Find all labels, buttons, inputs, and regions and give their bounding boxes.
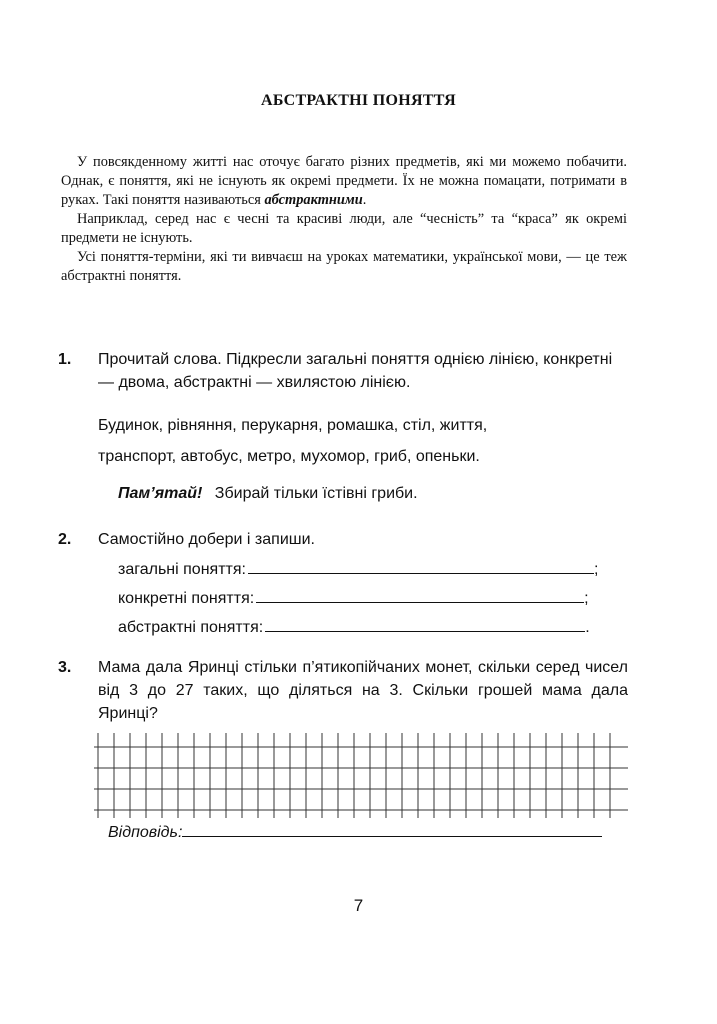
concrete-concepts-row [118,588,589,608]
intro-paragraph-2: Наприклад, серед нас є чесні та красиві люди, але “чесність” та “краса” як окремі предмети не існують. [61,211,627,246]
answer-label: Відповідь: [108,824,183,841]
remember-note [118,485,418,503]
remember-text: Збирай тільки їстівні гриби. [214,485,418,502]
intro-paragraph-3: Усі поняття-терміни, які ти вивчаєш на уроках математики, української мови, — це теж абстрактні поняття. [61,249,627,284]
general-concepts-answer-line[interactable] [248,559,594,574]
task-1 [58,348,628,472]
concrete-concepts-end: ; [584,590,589,607]
abstract-concepts-label: абстрактні поняття: [118,619,264,636]
intro-term-abstract: абстрактними [264,192,363,208]
task-2 [58,528,628,551]
task-1-number: 1. [58,351,72,368]
squared-work-grid[interactable] [94,733,628,818]
page-number: 7 [353,896,364,915]
abstract-concepts-row [118,617,590,637]
intro-paragraph-1 [61,153,627,210]
page-title: АБСТРАКТНІ ПОНЯТТЯ [260,92,457,109]
task-1-words-line-2: транспорт, автобус, метро, мухомор, гриб, опеньки. [98,448,480,465]
general-concepts-end: ; [593,561,599,578]
task-2-number: 2. [58,531,72,548]
task-2-instruction: Самостійно добери і запиши. [98,531,315,548]
intro-text [61,153,627,286]
answer-line[interactable] [182,822,602,837]
concrete-concepts-answer-line[interactable] [256,588,584,603]
task-3-text: Мама дала Яринці стільки п’ятикопійчаних монет, скільки серед чисел від 3 до 27 таких, що діляться на 3. Скільки грошей мама дала Яринці? [98,659,628,722]
intro-p1-text: У повсякденному житті нас оточує багато різних предметів, які ми можемо побачити. Однак, є поняття, які не існують як окремі предмети. Їх не можна помацати, потримати в руках. Такі поняття називаються [61,154,627,208]
general-concepts-row [118,559,598,579]
task-1-words [98,410,628,472]
remember-label: Пам’ятай! [118,485,203,502]
task-1-words-line-1: Будинок, рівняння, перукарня, ромашка, стіл, життя, [98,417,488,434]
abstract-concepts-end: . [585,619,590,636]
concrete-concepts-label: конкретні поняття: [118,590,255,607]
abstract-concepts-answer-line[interactable] [265,617,585,632]
intro-p1-end: . [362,192,367,208]
task-3-number: 3. [58,659,72,676]
task-3 [58,656,628,725]
task-1-instruction: Прочитай слова. Підкресли загальні поняття однією лінією, конкретні — двома, абстрактні — хвилястою лінією. [98,351,613,391]
general-concepts-label: загальні поняття: [118,561,246,578]
answer-row [108,822,602,842]
